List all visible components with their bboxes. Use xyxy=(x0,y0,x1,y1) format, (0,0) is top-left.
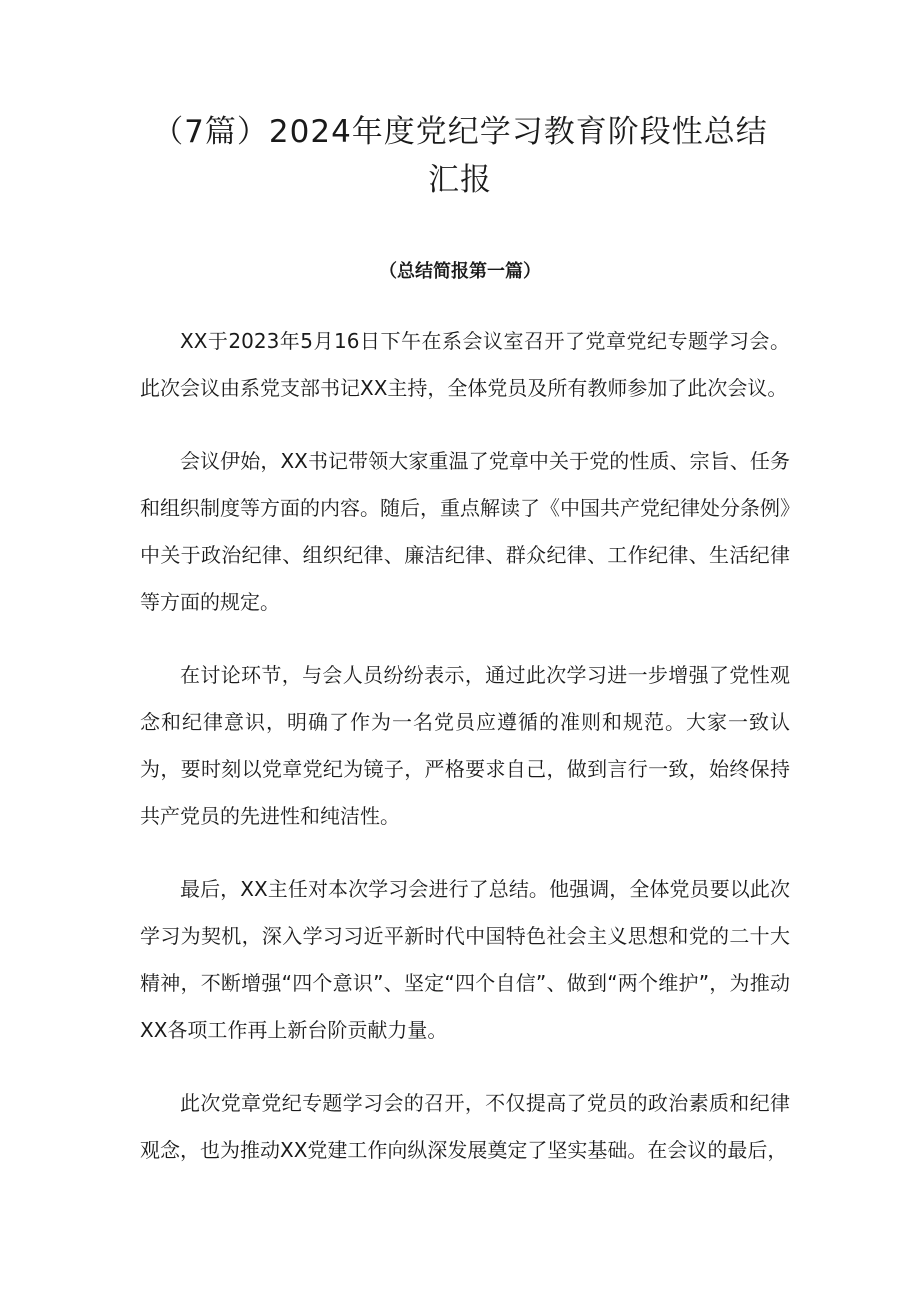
paragraph-1: XX于2023年5月16日下午在系会议室召开了党章党纪专题学习会。此次会议由系党支部书记XX主持，全体党员及所有教师参加了此次会议。 xyxy=(140,329,790,400)
title-line-2: 汇报 xyxy=(428,162,492,198)
paragraph-4: 最后，XX主任对本次学习会进行了总结。他强调，全体党员要以此次学习为契机，深入学习习近平新时代中国特色社会主义思想和党的二十大精神，不断增强“四个意识”、坚定“四个自信”、做到“两个维护”，为推动XX各项工作再上新台阶贡献力量。 xyxy=(140,877,790,1042)
title-line-1: （7篇）2024年度党纪学习教育阶段性总结 xyxy=(152,114,768,150)
document-body xyxy=(140,318,790,1200)
paragraph-5: 此次党章党纪专题学习会的召开，不仅提高了党员的政治素质和纪律观念，也为推动XX党建工作向纵深发展奠定了坚实基础。在会议的最后， xyxy=(140,1091,790,1162)
document-subtitle: （总结简报第一篇） xyxy=(379,261,541,282)
document-title xyxy=(110,108,810,204)
paragraph-2: 会议伊始，XX书记带领大家重温了党章中关于党的性质、宗旨、任务和组织制度等方面的内容。随后，重点解读了《中国共产党纪律处分条例》中关于政治纪律、组织纪律、廉洁纪律、群众纪律、工作纪律、生活纪律等方面的规定。 xyxy=(140,449,790,614)
paragraph-3: 在讨论环节，与会人员纷纷表示，通过此次学习进一步增强了党性观念和纪律意识，明确了作为一名党员应遵循的准则和规范。大家一致认为，要时刻以党章党纪为镜子，严格要求自己，做到言行一致，始终保持共产党员的先进性和纯洁性。 xyxy=(140,663,790,828)
